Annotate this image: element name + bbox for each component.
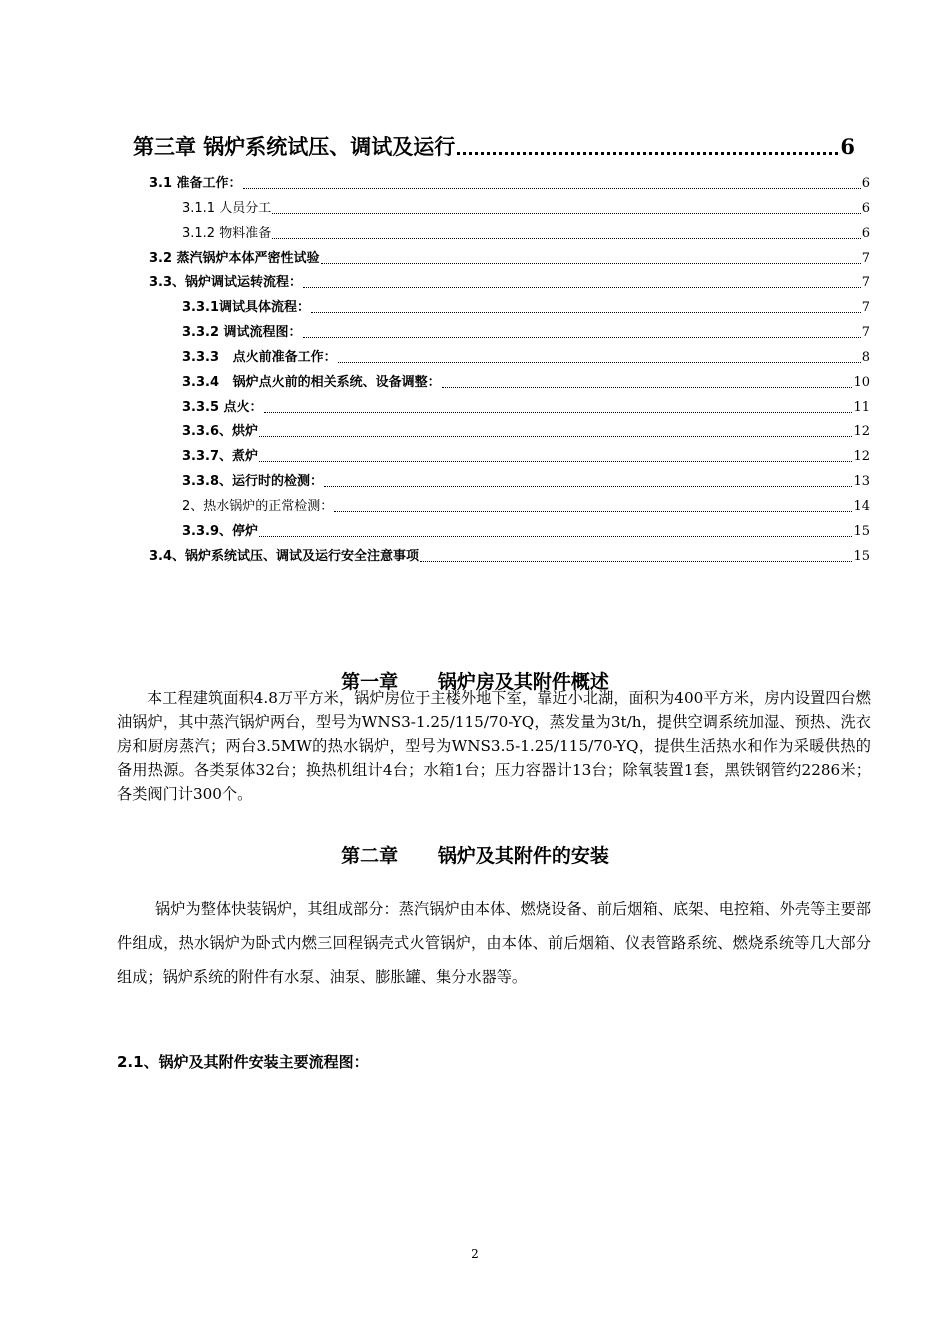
- toc-leader-dots: [442, 386, 853, 388]
- toc-entry-page: 6: [861, 176, 870, 191]
- toc-leader-dots: [259, 460, 852, 462]
- toc-entry[interactable]: [182, 224, 870, 244]
- toc-entry-page: 7: [861, 251, 870, 266]
- toc-entry-page: 14: [853, 499, 870, 514]
- toc-entry-title: 3.3.4 锅炉点火前的相关系统、设备调整：: [182, 375, 441, 390]
- toc-entry[interactable]: [182, 398, 870, 418]
- toc-entry-page: 11: [853, 400, 870, 415]
- toc-entry[interactable]: [182, 447, 870, 467]
- toc-entry-page: 12: [853, 424, 870, 439]
- toc-entry-title: 3.3.2 调试流程图：: [182, 325, 302, 340]
- toc-chapter-title: 第三章 锅炉系统试压、调试及运行: [133, 135, 456, 159]
- toc-leader-dots: [311, 311, 861, 313]
- toc-entry-title: 3.4、锅炉系统试压、调试及运行安全注意事项: [149, 549, 420, 564]
- toc-entry-page: 7: [861, 275, 870, 290]
- toc-entry-title: 3.3.6、烘炉: [182, 424, 259, 439]
- chapter2-paragraph: 锅炉为整体快装锅炉，其组成部分：蒸汽锅炉由本体、燃烧设备、前后烟箱、底架、电控箱、外壳等主要部件组成，热水锅炉为卧式内燃三回程锅壳式火管锅炉，由本体、前后烟箱、仪表管路系统、燃烧系统等几大部分组成；锅炉系统的附件有水泵、油泵、膨胀罐、集分水器等。: [117, 900, 871, 986]
- toc-entry-page: 15: [853, 549, 870, 564]
- toc-leader-dots: [334, 510, 852, 512]
- toc-leader-dots: [457, 151, 838, 155]
- toc-entry-title: 3.3、锅炉调试运转流程：: [149, 275, 303, 290]
- toc-leader-dots: [259, 535, 852, 537]
- toc-entry-title: 3.3.3 点火前准备工作：: [182, 350, 337, 365]
- toc-entry[interactable]: [182, 323, 870, 343]
- section-heading: 2.1、锅炉及其附件安装主要流程图：: [117, 1053, 369, 1071]
- toc-entry[interactable]: [149, 547, 870, 567]
- toc-entry-page: 13: [853, 474, 870, 489]
- toc-leader-dots: [243, 187, 861, 189]
- chapter1-heading: 第一章 锅炉房及其附件概述: [341, 671, 609, 693]
- toc-entry[interactable]: [182, 199, 870, 219]
- toc-leader-dots: [303, 286, 861, 288]
- toc-leader-dots: [272, 212, 861, 214]
- toc-entry-title: 3.3.8、运行时的检测：: [182, 474, 324, 489]
- toc-entry[interactable]: [149, 273, 870, 293]
- toc-entry-title: 3.1.1 人员分工: [182, 201, 272, 216]
- toc-leader-dots: [338, 361, 861, 363]
- toc-entry-title: 3.2 蒸汽锅炉本体严密性试验: [149, 251, 320, 266]
- toc-entry-title: 2、热水锅炉的正常检测：: [182, 499, 334, 514]
- toc-entry-title: 3.3.5 点火：: [182, 400, 263, 415]
- toc-entry-page: 12: [853, 449, 870, 464]
- toc-entry[interactable]: [182, 422, 870, 442]
- toc-entry[interactable]: [149, 249, 870, 269]
- toc-entry-title: 3.3.1调试具体流程：: [182, 300, 311, 315]
- toc-entry-page: 6: [861, 226, 870, 241]
- toc-leader-dots: [259, 435, 852, 437]
- toc-chapter-page: 6: [840, 134, 855, 159]
- toc-entry-page: 7: [861, 300, 870, 315]
- chapter1-paragraph: 本工程建筑面积4.8万平方米，锅炉房位于主楼外地下室，靠近小北湖，面积为400平方米，房内设置四台燃油锅炉，其中蒸汽锅炉两台，型号为WNS3-1.25/115/70-YQ，蒸发量为3t/h，提供空调系统加湿、预热、洗衣房和厨房蒸汽；两台3.5MW的热水锅炉，型号为WNS3.5-1.25/115/70-YQ，提供生活热水和作为采暖供热的备用热源。各类泵体32台；换热机组计4台；水箱1台；压力容器计13台；除氧装置1套，黑铁钢管约2286米；各类阀门计300个。: [117, 689, 871, 803]
- page-number: 2: [471, 1247, 479, 1261]
- toc-entry[interactable]: [182, 522, 870, 542]
- toc-entry-title: 3.3.7、煮炉: [182, 449, 259, 464]
- toc-entry[interactable]: [182, 298, 870, 318]
- toc-entry-title: 3.1 准备工作：: [149, 176, 242, 191]
- toc-entry[interactable]: [149, 174, 870, 194]
- toc-leader-dots: [324, 485, 852, 487]
- toc-entry-title: 3.3.9、停炉: [182, 524, 259, 539]
- toc-leader-dots: [264, 411, 853, 413]
- chapter2-heading: 第二章 锅炉及其附件的安装: [341, 845, 609, 867]
- toc-entry-page: 7: [861, 325, 870, 340]
- toc-leader-dots: [420, 560, 852, 562]
- toc-leader-dots: [272, 237, 861, 239]
- toc-entry[interactable]: [182, 348, 870, 368]
- toc-leader-dots: [321, 262, 861, 264]
- toc-entry[interactable]: [182, 497, 870, 517]
- toc-entry[interactable]: [182, 472, 870, 492]
- toc-entry-title: 3.1.2 物料准备: [182, 226, 272, 241]
- toc-leader-dots: [303, 336, 861, 338]
- toc-entry-page: 8: [861, 350, 870, 365]
- toc-chapter-entry[interactable]: [133, 133, 855, 161]
- toc-entry-page: 6: [861, 201, 870, 216]
- toc-entry-page: 10: [853, 375, 870, 390]
- toc-entry[interactable]: [182, 373, 870, 393]
- toc-entry-page: 15: [853, 524, 870, 539]
